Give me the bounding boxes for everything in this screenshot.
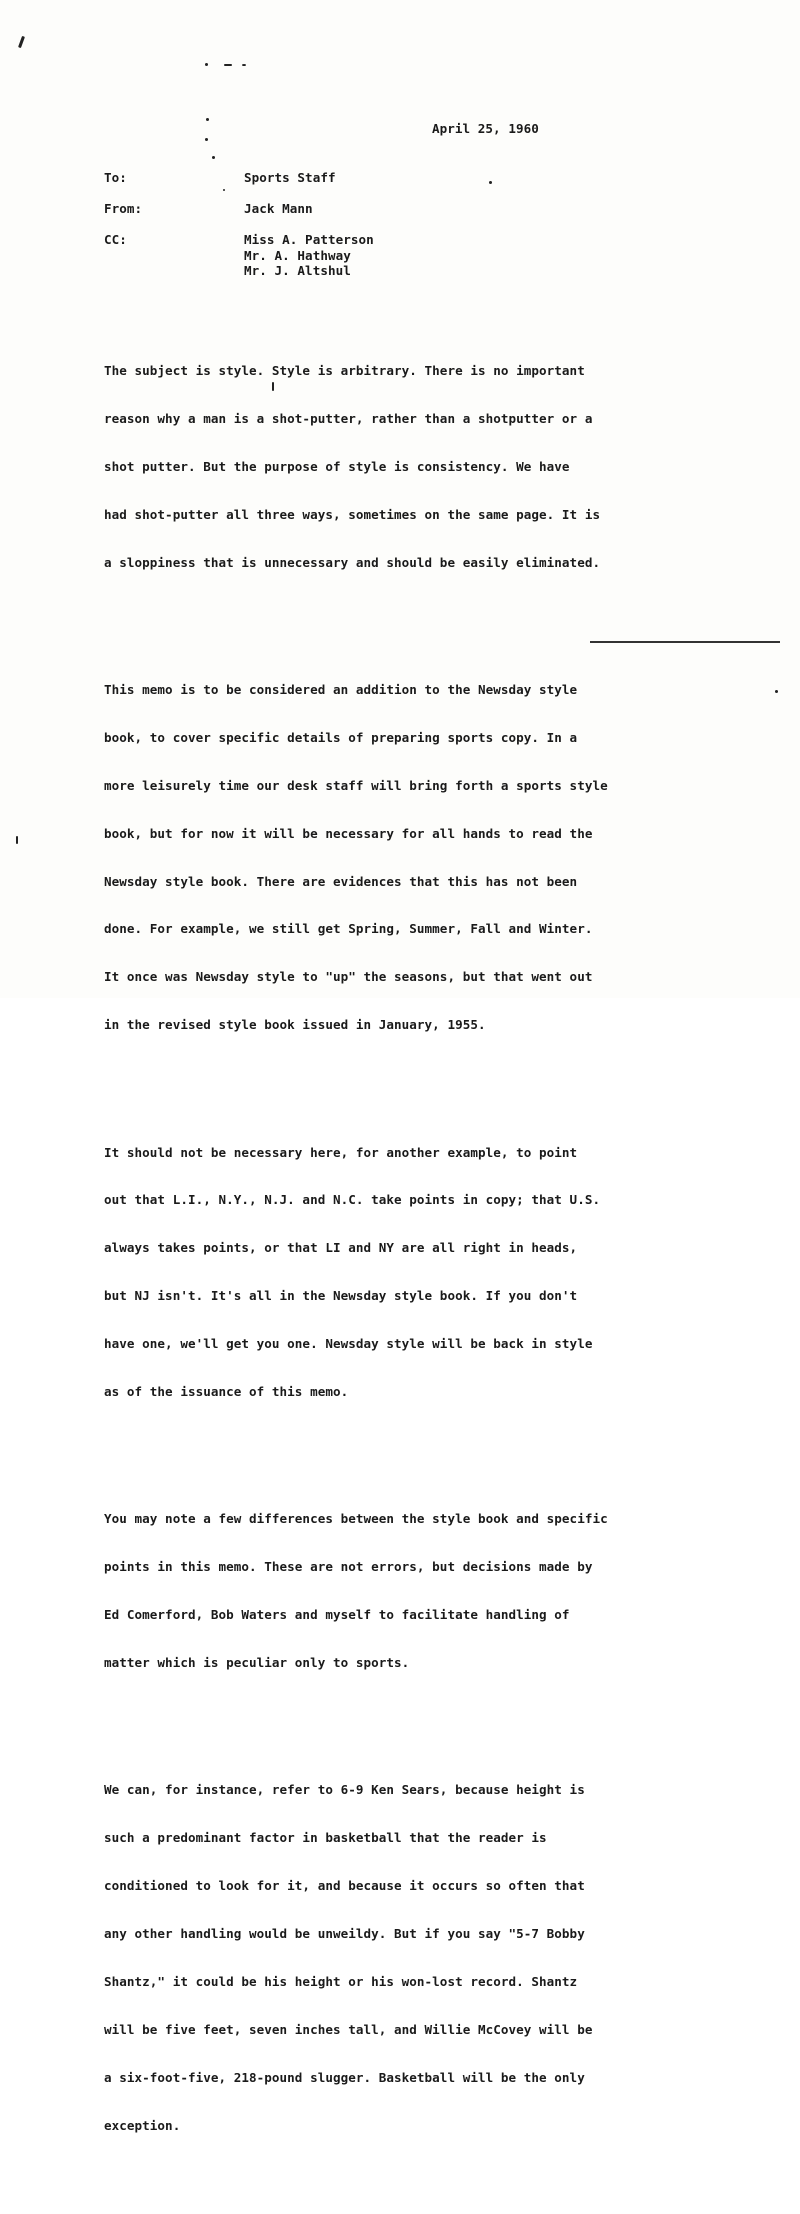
photocopy-speck [489,181,492,184]
memo-body [104,302,784,2214]
paragraph-line: It should not be necessary here, for another example, to point [104,1144,578,1160]
to-label: To: [104,170,127,185]
paragraph-line: reason why a man is a shot-putter, rather than a shotputter or a [104,410,593,426]
paragraph-line: as of the issuance of this memo. [104,1384,349,1400]
paragraph-line: but NJ isn't. It's all in the Newsday style book. If you don't [104,1288,578,1304]
photocopy-speck [205,63,208,66]
paragraph-line: book, to cover specific details of preparing sports copy. In a [104,729,578,745]
paragraph-line: You may note a few differences between the style book and specific [104,1511,608,1527]
photocopy-speck [242,64,246,66]
paragraph-line: more leisurely time our desk staff will bring forth a sports style [104,777,608,793]
paragraph-line: book, but for now it will be necessary for all hands to read the [104,825,593,841]
photocopy-speck [206,118,209,121]
from-value: Jack Mann [244,201,313,216]
body-paragraph [104,1751,784,2164]
paragraph-line: This memo is to be considered an addition to the Newsday style [104,681,578,697]
from-label: From: [104,201,143,216]
to-value: Sports Staff [244,170,336,185]
photocopy-speck [16,836,18,844]
paragraph-line: The subject is style. Style is arbitrary. There is no important [104,363,585,378]
paragraph-line: any other handling would be unweildy. But if you say "5-7 Bobby [104,1926,585,1942]
paragraph-line: We can, for instance, refer to 6-9 Ken Sears, because height is [104,1782,585,1798]
paragraph-line: done. For example, we still get Spring, Summer, Fall and Winter. [104,921,593,937]
paragraph-line: have one, we'll get you one. Newsday style will be back in style [104,1336,593,1352]
photocopy-speck [205,138,208,141]
paragraph-line: will be five feet, seven inches tall, and Willie McCovey will be [104,2021,593,2037]
cc-label: CC: [104,232,127,247]
paragraph-line: shot putter. But the purpose of style is consistency. We have [104,458,570,474]
cc-recipient: Mr. A. Hathway [244,248,351,263]
photocopy-speck [224,64,232,66]
photocopy-speck [223,189,225,191]
paragraph-line: out that L.I., N.Y., N.J. and N.C. take points in copy; that U.S. [104,1192,601,1208]
paragraph-line: had shot-putter all three ways, sometimes on the same page. It is [104,506,601,522]
paragraph-line: matter which is peculiar only to sports. [104,1655,410,1671]
paragraph-line: always takes points, or that LI and NY are all right in heads, [104,1240,578,1256]
paragraph-line: in the revised style book issued in January, 1955. [104,1017,486,1033]
paragraph-line: conditioned to look for it, and because it occurs so often that [104,1878,585,1894]
paragraph-line: It once was Newsday style to "up" the seasons, but that went out [104,969,593,985]
paragraph-line: such a predominant factor in basketball that the reader is [104,1830,547,1846]
paragraph-line: Ed Comerford, Bob Waters and myself to facilitate handling of [104,1607,570,1623]
memo-date: April 25, 1960 [432,121,539,136]
paragraph-line: Shantz," it could be his height or his won-lost record. Shantz [104,1974,578,1990]
body-paragraph [104,1114,784,1431]
paragraph-line: points in this memo. These are not errors, but decisions made by [104,1559,593,1575]
cc-recipient: Mr. J. Altshul [244,263,351,278]
photocopy-speck [18,36,25,48]
photocopy-speck [212,156,215,159]
cc-recipient: Miss A. Patterson [244,232,374,247]
paragraph-line: Newsday style book. There are evidences that this has not been [104,873,578,889]
body-paragraph [104,332,784,601]
paragraph-line: exception. [104,2117,181,2133]
paragraph-line: a sloppiness that is unnecessary and should be easily eliminated. [104,554,601,570]
paragraph-line: a six-foot-five, 218-pound slugger. Basketball will be the only [104,2069,585,2085]
body-paragraph [104,1480,784,1702]
body-paragraph [104,651,784,1064]
